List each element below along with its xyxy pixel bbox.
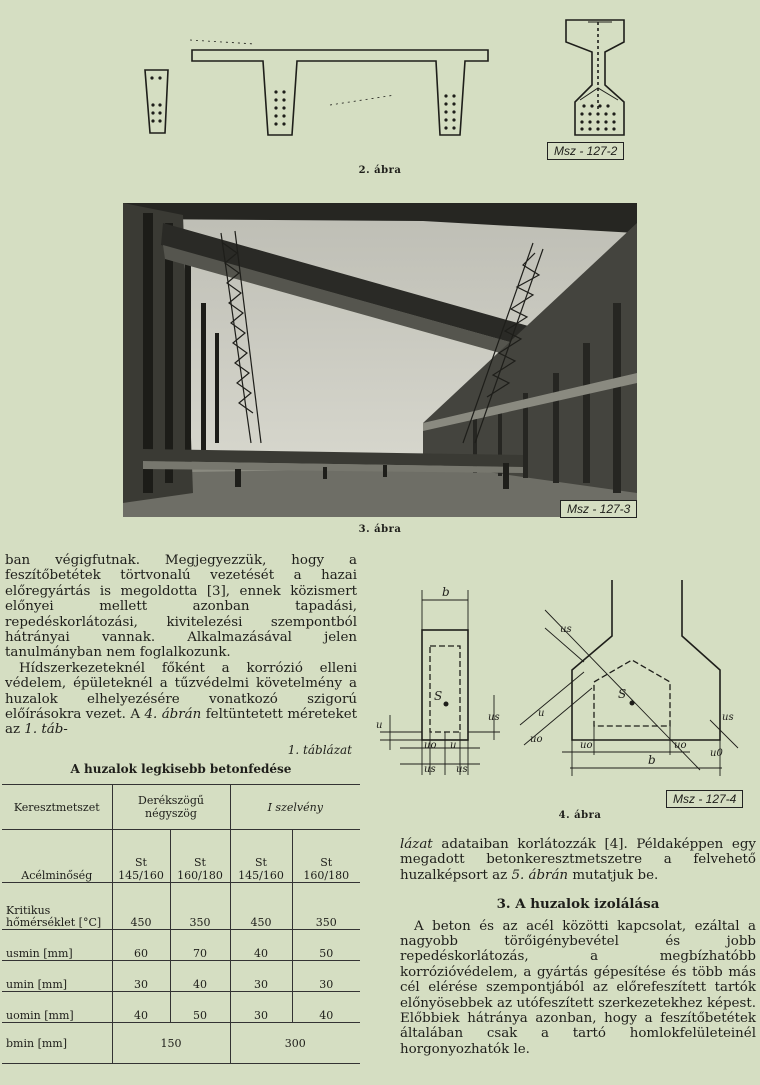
table-row: uomin [mm] 40 50 30 40 bbox=[2, 992, 360, 1023]
double-t-beam-outline bbox=[192, 50, 488, 135]
figure-2-caption: 2. ábra bbox=[358, 165, 402, 176]
steel-grade: St 160/180 bbox=[292, 830, 360, 883]
figure-4-stamp: Msz - 127-4 bbox=[666, 790, 743, 808]
table-row: Kritikus hőmérséklet [°C] 450 350 450 350 bbox=[2, 883, 360, 930]
table-title: A huzalok legkisebb betonfedése bbox=[70, 762, 292, 776]
figure-2-drawing bbox=[0, 0, 760, 175]
table-row: umin [mm] 30 40 30 30 bbox=[2, 961, 360, 992]
steel-grade: St 145/160 bbox=[112, 830, 170, 883]
label-uo-i-left: uo bbox=[580, 740, 593, 751]
paragraph-2: Hídszerkezeteknél főként a korrózió elleni védelem, épületeknél a tűzvédelmi követelmény a huzalok elhelyezésére vonatkozó szigorú előírásokra vezet. A 4. ábrán feltüntetett méreteket az 1. táb- bbox=[5, 660, 358, 738]
label-uo-i-right: uo bbox=[674, 740, 687, 751]
header-rect-group: Derékszögű négyszög bbox=[112, 785, 230, 830]
label-u: u bbox=[376, 720, 383, 731]
paragraph-3: lázat adataiban korlátozzák [4]. Példaképpen egy megadott betonkeresztmetszetre a felvehető huzalképsort az 5. ábrán mutatjuk be. bbox=[400, 837, 756, 883]
figure-3-photo bbox=[123, 203, 637, 517]
figure-3-caption: 3. ábra bbox=[358, 524, 402, 535]
label-us-bottom: us bbox=[424, 764, 436, 775]
table-label: 1. táblázat bbox=[287, 743, 352, 757]
label-uo-left: uo bbox=[424, 740, 437, 751]
label-u0-i-right: u0 bbox=[710, 748, 723, 759]
paragraph-1: ban végigfutnak. Megjegyezzük, hogy a feszítőbetétek törtvonalú vezetését a hazai előregyártás is megoldotta [3], ennek közismert előnyei mellett azonban tapadási, repedéskorlátozási, kivitelezési szempontból hátrányai vannak. Alkalmazásával jelen tanulmányban nem foglalkozunk. bbox=[5, 553, 357, 661]
right-column-text bbox=[400, 837, 756, 1057]
header-acelminoseg: Acélminőség bbox=[21, 869, 93, 882]
figure-4-caption: 4. ábra bbox=[558, 810, 602, 821]
figure-3-stamp: Msz - 127-3 bbox=[560, 500, 637, 518]
label-s-rect: S bbox=[434, 689, 443, 703]
steel-grade: St 160/180 bbox=[170, 830, 230, 883]
label-us-bottom-right: us bbox=[456, 764, 468, 775]
label-b-rect: b bbox=[442, 585, 450, 599]
label-b-i: b bbox=[648, 753, 656, 767]
label-us-right: us bbox=[488, 712, 500, 723]
header-keresztmetszet: Keresztmetszet bbox=[13, 800, 100, 814]
label-us-i-right: us bbox=[722, 712, 734, 723]
section-title: 3. A huzalok izolálása bbox=[496, 896, 660, 913]
paragraph-4: A beton és az acél közötti kapcsolat, ezáltal a nagyobb törőigénybevétel és jobb repedéskorlátozás, a megbízhatóbb korrózióvédelem, a gyártás gépesítése és több más cél elérése szempontjából az előrefeszített tartók előnyösebbek az utófeszített szerkezetekhez képest. Előbbiek hátránya azonban, hogy a feszítőbetétek általában csak a tartó homlokfelületeinél horgonyozhatók le. bbox=[400, 918, 756, 1057]
steel-grade: St 145/160 bbox=[230, 830, 292, 883]
figure-4-drawing bbox=[370, 570, 760, 820]
cover-table bbox=[2, 784, 360, 1064]
label-s-i: S bbox=[618, 687, 627, 701]
i-beam-outline bbox=[566, 20, 624, 135]
label-us-diagonal: us bbox=[560, 624, 572, 635]
figure-2-stamp: Msz - 127-2 bbox=[547, 142, 624, 160]
rect-section-outline bbox=[145, 70, 168, 133]
header-i-group: I szelvény bbox=[230, 785, 360, 830]
label-uo-diagonal: uo bbox=[530, 734, 543, 745]
label-u-diagonal: u bbox=[538, 708, 545, 719]
table-row: usmin [mm] 60 70 40 50 bbox=[2, 930, 360, 961]
table-row-bmin: bmin [mm] 150 300 bbox=[2, 1023, 360, 1064]
label-u-bottom: u bbox=[450, 740, 457, 751]
left-column-text bbox=[5, 553, 357, 738]
